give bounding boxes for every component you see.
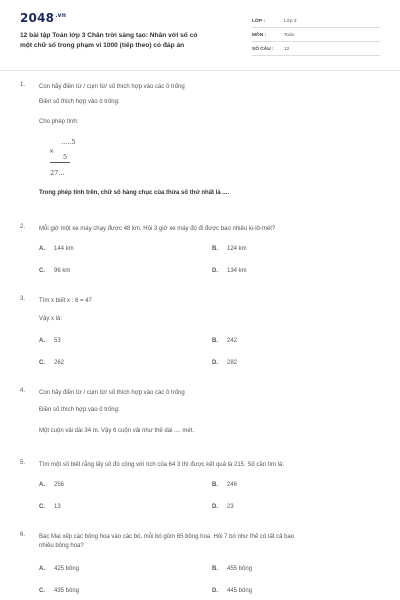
question-2 (20, 224, 380, 284)
option-letter: C. (39, 504, 45, 510)
option-b[interactable] (212, 246, 247, 252)
option-d[interactable] (212, 360, 237, 366)
option-value: 144 km (54, 246, 74, 252)
meta-table (252, 16, 380, 58)
meta-label: LỚP : (252, 19, 266, 24)
question-subtext: Cho phép tính: (39, 119, 79, 125)
option-value: 23 (227, 504, 234, 510)
mul-result: 27... (50, 169, 65, 177)
option-value: 124 km (227, 246, 247, 252)
question-number: 4. (20, 388, 26, 394)
option-value: 262 (54, 360, 65, 366)
option-letter: C. (39, 588, 45, 594)
meta-value: 12 (284, 47, 290, 52)
meta-row-count (252, 44, 380, 56)
question-instruction: Vậy x là: (39, 316, 63, 322)
option-letter: B. (212, 566, 218, 572)
title-line-1: 12 bài tập Toán lớp 3 Chân trời sáng tạo: Nhân với số có (20, 32, 198, 39)
option-a[interactable] (39, 338, 61, 344)
site-logo[interactable] (20, 11, 66, 25)
meta-row-class (252, 16, 380, 28)
option-a[interactable] (39, 246, 74, 252)
question-number: 1. (20, 82, 26, 88)
question-6 (20, 532, 380, 598)
question-number: 6. (20, 532, 26, 538)
question-text: Tìm một số biết rằng lấy số đó cộng với tích của 64 3 thì được kết quả là 215. Số cần tìm là: (39, 462, 285, 468)
option-letter: B. (212, 246, 218, 252)
option-letter: B. (212, 338, 218, 344)
multiply-sign: × (49, 148, 55, 155)
option-letter: B. (212, 482, 218, 488)
meta-value: Toán (284, 33, 295, 38)
option-value: 445 bông (227, 588, 253, 594)
option-value: 53 (54, 338, 61, 344)
question-text: Con hãy điền từ / cụm từ/ số thích hợp vào các ô trống (39, 390, 185, 396)
page-header (0, 0, 400, 72)
title-line-2: một chữ số trong phạm vi 1000 (tiếp theo) có đáp án (20, 42, 185, 49)
meta-row-subject (252, 30, 380, 42)
meta-value: Lớp 3 (284, 19, 297, 24)
option-b[interactable] (212, 338, 237, 344)
question-text: Con hãy điền từ / cụm từ/ số thích hợp vào các ô trống (39, 84, 185, 90)
question-text: Tìm x biết x : 6 = 47 (39, 298, 92, 304)
question-text-line-1: Bác Mai xếp các bông hoa vào các bó, mỗi bó gồm 65 bông hoa. Hỏi 7 bó như thế có tất cả bao (39, 534, 295, 540)
mul-line (50, 162, 70, 163)
header-divider (0, 70, 400, 71)
option-c[interactable] (39, 504, 61, 510)
question-prompt: Trong phép tính trên, chữ số hàng chục của thừa số thứ nhất là .... (39, 190, 230, 196)
option-d[interactable] (212, 504, 234, 510)
question-instruction: Điền số thích hợp vào ô trống: (39, 99, 120, 105)
option-value: 134 km (227, 268, 247, 274)
option-value: 246 (227, 482, 238, 488)
option-letter: A. (39, 482, 45, 488)
logo-text: 2048 (20, 11, 55, 25)
option-b[interactable] (212, 566, 252, 572)
option-letter: A. (39, 246, 45, 252)
option-letter: A. (39, 566, 45, 572)
option-value: 455 bông (227, 566, 253, 572)
question-text: Mỗi giờ một xe máy chạy được 48 km. Hỏi 3 giờ xe máy đó đi được bao nhiêu ki-lô-mét? (39, 226, 276, 232)
question-3 (20, 296, 380, 376)
option-d[interactable] (212, 268, 247, 274)
question-4 (20, 388, 380, 438)
question-number: 5. (20, 460, 26, 466)
question-subtext: Một cuộn vải dài 34 m. Vậy 6 cuộn vải như thế dài .... mét. (39, 428, 195, 434)
option-value: 13 (54, 504, 61, 510)
option-c[interactable] (39, 360, 64, 366)
question-text-line-2: nhiêu bông hoa? (39, 543, 84, 549)
logo-suffix: .vn (55, 12, 67, 19)
option-letter: C. (39, 268, 45, 274)
option-value: 256 (54, 482, 65, 488)
option-d[interactable] (212, 588, 252, 594)
option-a[interactable] (39, 566, 79, 572)
meta-label: SỐ CÂU : (252, 47, 274, 52)
question-instruction: Điền số thích hợp vào ô trống: (39, 407, 120, 413)
question-5 (20, 460, 380, 520)
mul-top: .....5 (61, 138, 76, 146)
option-letter: D. (212, 268, 218, 274)
mul-bottom: 5 (63, 153, 68, 161)
question-number: 2. (20, 224, 26, 230)
option-b[interactable] (212, 482, 237, 488)
option-value: 282 (227, 360, 238, 366)
option-letter: C. (39, 360, 45, 366)
option-c[interactable] (39, 588, 79, 594)
option-value: 96 km (54, 268, 71, 274)
option-value: 242 (227, 338, 238, 344)
question-1 (20, 82, 380, 202)
option-value: 425 bông (54, 566, 80, 572)
option-letter: D. (212, 588, 218, 594)
option-c[interactable] (39, 268, 70, 274)
option-letter: D. (212, 360, 218, 366)
option-letter: A. (39, 338, 45, 344)
option-a[interactable] (39, 482, 64, 488)
option-letter: D. (212, 504, 218, 510)
page-title (20, 31, 250, 51)
question-number: 3. (20, 296, 26, 302)
meta-label: MÔN : (252, 33, 267, 38)
option-value: 435 bông (54, 588, 80, 594)
